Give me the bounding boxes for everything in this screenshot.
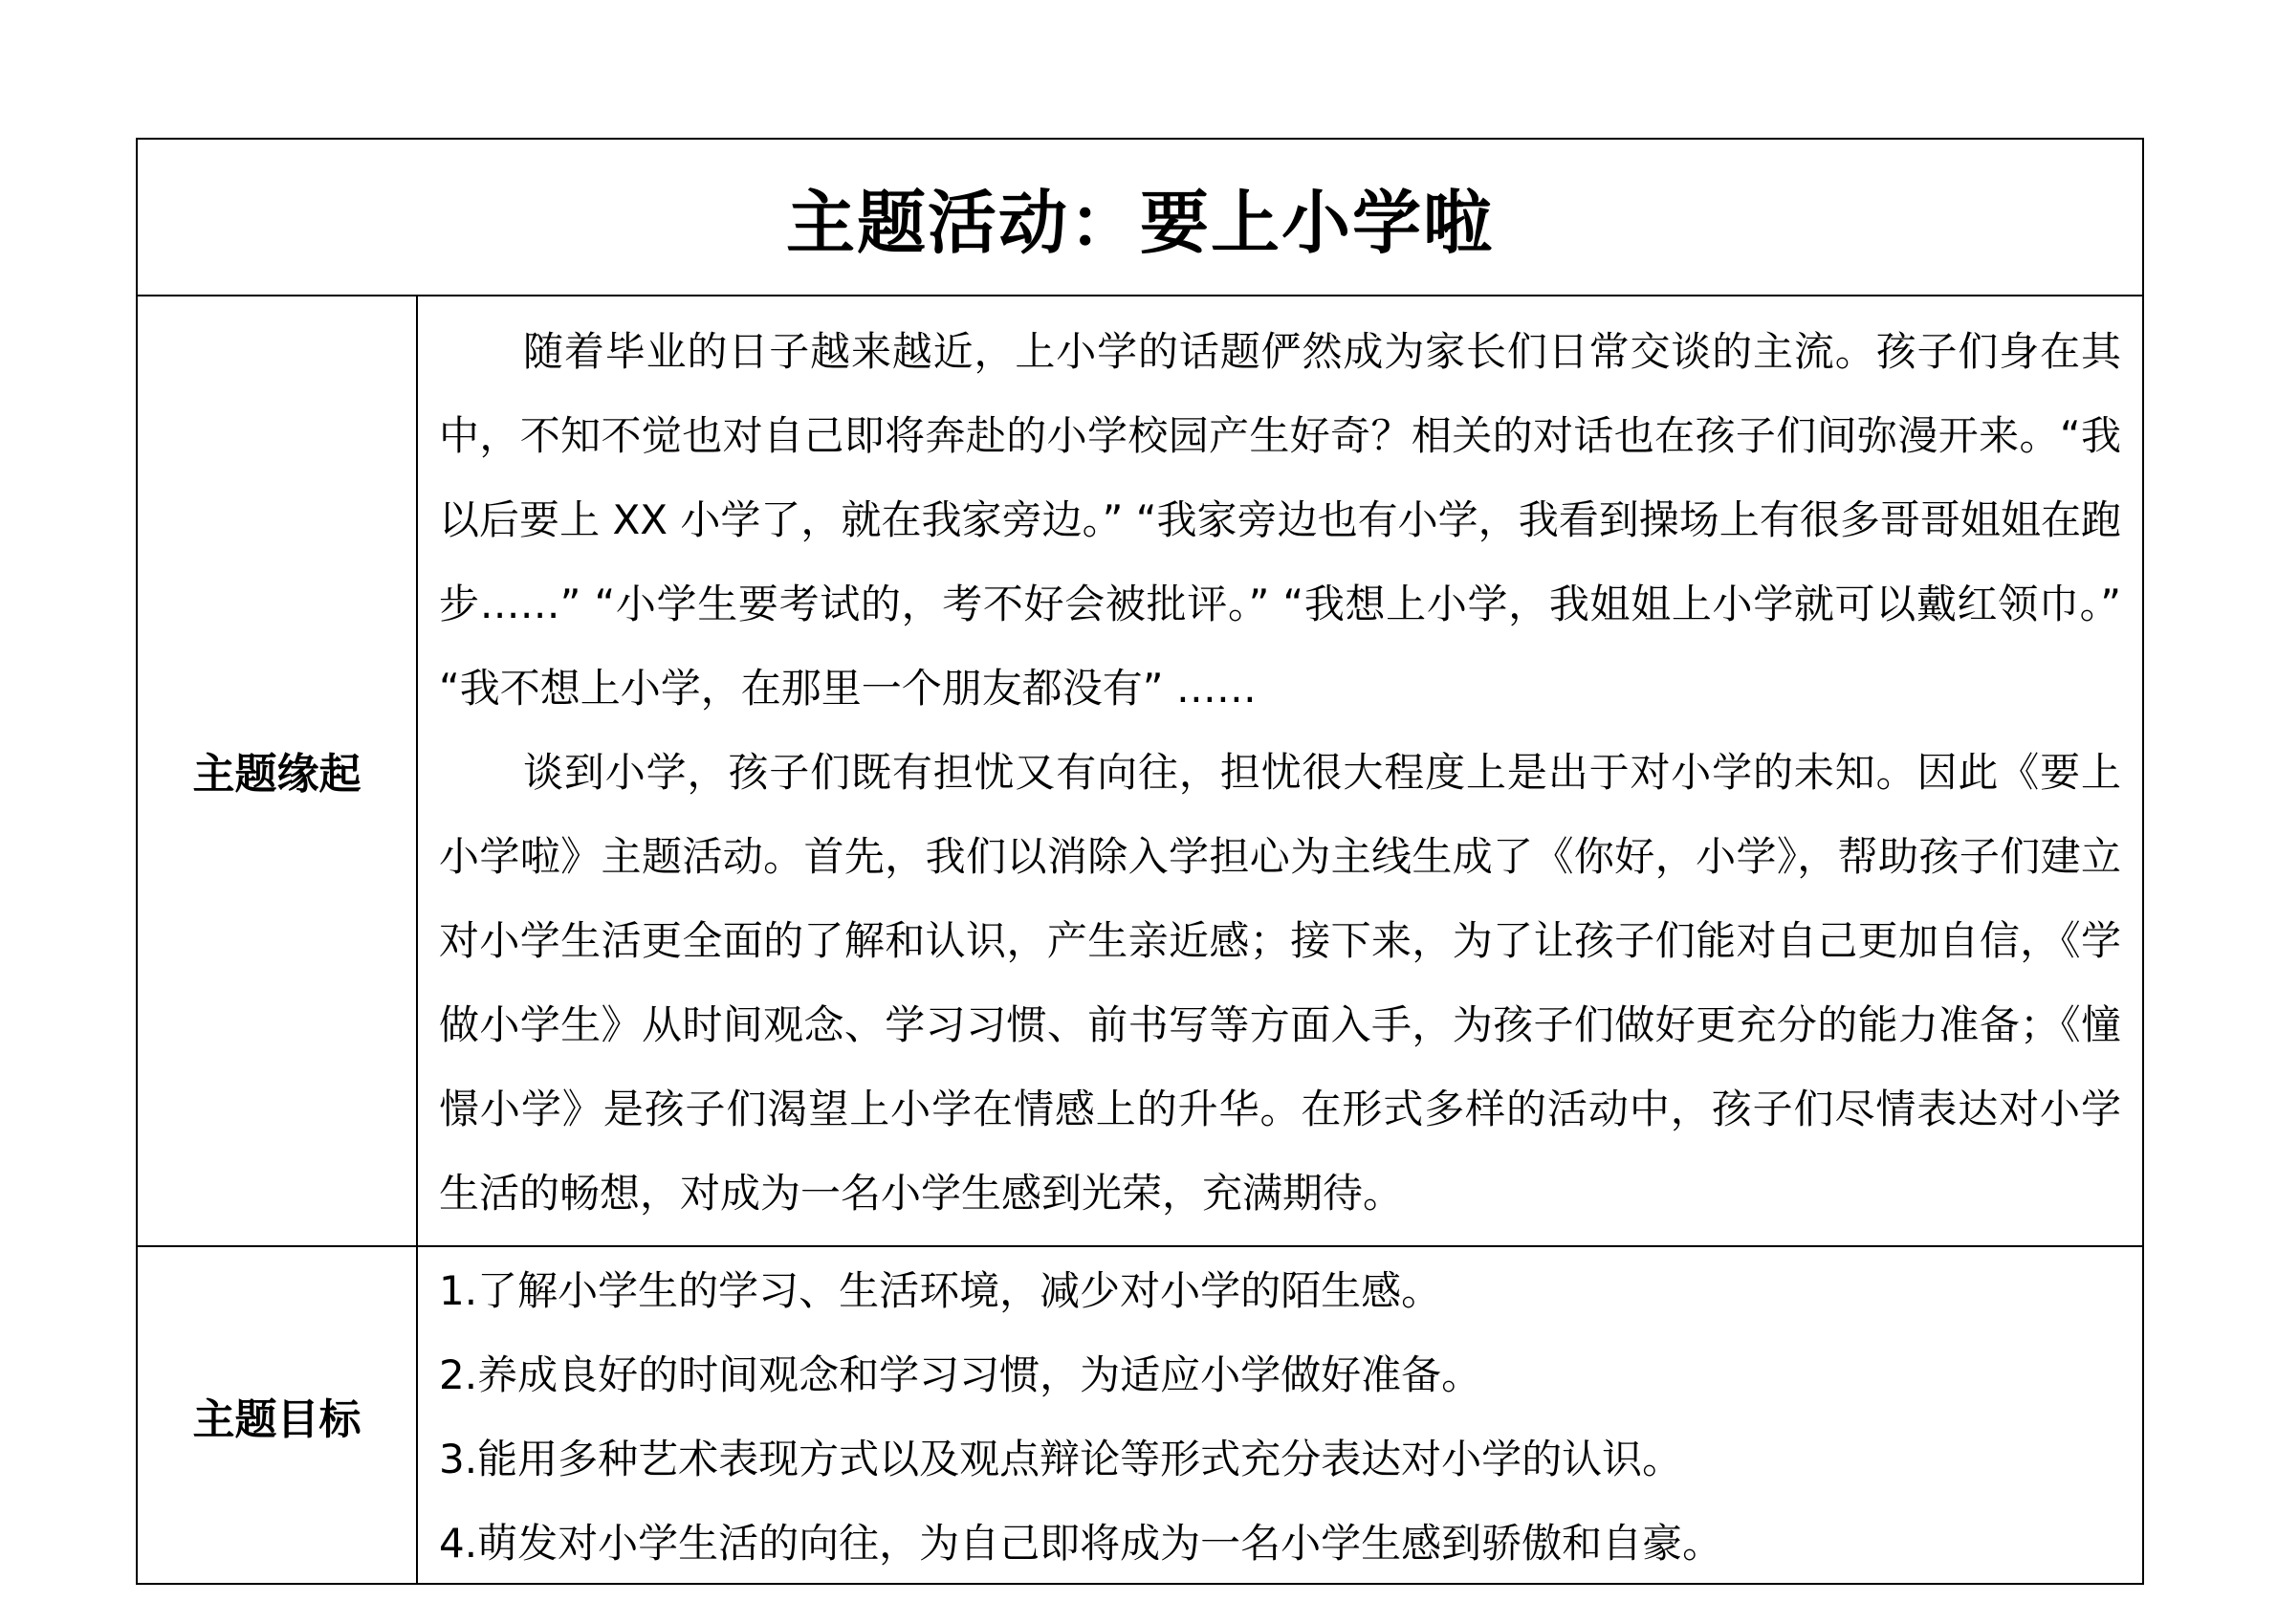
origin-label: 主题缘起	[192, 750, 361, 799]
goals-label: 主题目标	[192, 1394, 361, 1444]
title-row	[138, 140, 2142, 296]
origin-row	[138, 295, 2142, 1247]
origin-label-cell	[138, 295, 418, 1245]
goal-item: 3.能用多种艺术表现方式以及观点辩论等形式充分表达对小学的认识。	[439, 1436, 1683, 1482]
origin-paragraph: 谈到小学，孩子们既有担忧又有向往，担忧很大程度上是出于对小学的未知。因此《要上小学啦》主题活动。首先，我们以消除入学担心为主线生成了《你好，小学》，帮助孩子们建立对小学生活更全面的了解和认识，产生亲近感；接下来，为了让孩子们能对自己更加自信，《学做小学生》从时间观念、学习习惯、前书写等方面入手，为孩子们做好更充分的能力准备；《憧憬小学》是孩子们渴望上小学在情感上的升华。在形式多样的活动中，孩子们尽情表达对小学生活的畅想，对成为一名小学生感到光荣，充满期待。	[439, 749, 2121, 1217]
goal-item: 1.了解小学生的学习、生活环境，减少对小学的陌生感。	[439, 1267, 1442, 1314]
origin-paragraph: 随着毕业的日子越来越近，上小学的话题俨然成为家长们日常交谈的主流。孩子们身在其中，不知不觉也对自己即将奔赴的小学校园产生好奇？相关的对话也在孩子们间弥漫开来。“我以后要上 XX 小学了，就在我家旁边。” “我家旁边也有小学，我看到操场上有很多哥哥姐姐在跑步……” “小学生要考试的，考不好会被批评。” “我想上小学，我姐姐上小学就可以戴红领巾。” “我不想上小学，在那里一个朋友都没有” ……	[439, 328, 2121, 712]
goal-item: 2.养成良好的时间观念和学习习惯，为适应小学做好准备。	[439, 1351, 1482, 1398]
goals-label-cell	[138, 1247, 418, 1583]
goal-item: 4.萌发对小学生活的向往，为自己即将成为一名小学生感到骄傲和自豪。	[439, 1520, 1723, 1567]
goals-content	[418, 1247, 2142, 1583]
theme-table	[136, 138, 2144, 1585]
goals-row	[138, 1247, 2142, 1583]
origin-content	[418, 295, 2142, 1245]
page-title: 主题活动：要上小学啦	[785, 183, 1494, 263]
